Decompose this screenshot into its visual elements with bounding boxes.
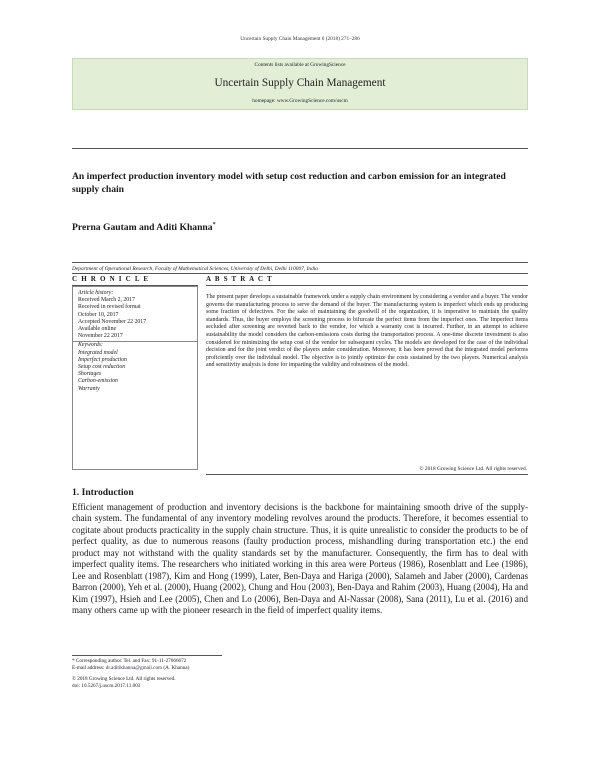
affiliation-rule-top — [72, 262, 528, 263]
keyword-item: Setup cost reduction — [78, 364, 126, 371]
history-item: Received March 2, 2017 — [78, 297, 135, 304]
author-line — [72, 222, 216, 233]
keyword-item: Imperfect production — [78, 356, 127, 363]
history-item: Received in revised format — [78, 304, 141, 311]
affiliation-rule-bottom — [72, 273, 528, 274]
chronicle-heading: C H R O N I C L E — [72, 275, 150, 283]
journal-title: Uncertain Supply Chain Management — [214, 77, 386, 89]
footnote-rule — [72, 655, 222, 656]
email-note — [72, 665, 372, 672]
history-item: Available online — [78, 326, 117, 333]
abstract-bottom-rule — [206, 474, 528, 475]
email-link[interactable]: dr.aditikhanna@gmail.com — [105, 664, 163, 671]
affiliation: Department of Operational Research, Faculty of Mathematical Sciences, University of Delhi, Delhi 110007, India — [72, 266, 318, 272]
contents-line: Contents lists available at GrowingScience — [254, 62, 346, 68]
corresponding-author-note: * Corresponding author. Tel. and Fax: 91-11-27666672 — [72, 658, 187, 664]
keyword-item: Integrated model — [78, 349, 118, 356]
history-item: November 22 2017 — [78, 333, 123, 340]
history-item: Accepted November 22 2017 — [78, 318, 147, 325]
header-divider — [72, 148, 528, 149]
keywords-label: Keywords: — [78, 342, 103, 349]
keyword-item: Warranty — [78, 385, 100, 392]
abstract-heading: A B S T R A C T — [206, 275, 273, 283]
article-info-box — [72, 286, 198, 470]
journal-banner — [72, 58, 528, 110]
history-item: October 10, 2017 — [78, 311, 119, 318]
keyword-item: Shortages — [78, 371, 102, 378]
introduction-heading: 1. Introduction — [72, 487, 134, 498]
paper-title: An imperfect production inventory model with setup cost reduction and carbon emission for an integrated supply chain — [72, 171, 506, 195]
footer-copyright: © 2018 Growing Science Ltd. All rights reserved. — [72, 676, 176, 683]
journal-homepage[interactable]: homepage: www.GrowingScience.com/uscm — [252, 98, 348, 104]
author-names: Prerna Gautam and Aditi Khanna — [72, 222, 213, 234]
email-label: E-mail address: — [72, 664, 106, 671]
abstract-text: The present paper develops a sustainable framework under a supply chain environment by considering a vendor and a buyer. The vendor governs the manufacturing process to serve the demand of the buyer. The manufacturing system is imperfect which ends up producing some fraction of defectives. For the sake of maintaining the goodwill of the organization, it is imperative to maintain the quality standards. Thus, the buyer employs the screening process to bifurcate the perfect items from the imperfect ones. The imperfect items secluded after screening are reverted back to the vendor, for which a warranty cost is incurred. Further, in an attempt to achieve sustainability the model considers the carbon-emissions costs during the transportation process. A one-time discrete investment is also considered for minimizing the setup cost of the vendor for subsequent cycles. The models are developed for the case of the individual decision and for the joint verdict of the players under consideration. Moreover, it has been proved that the integrated model performs proficiently over the individual model. The objective is to jointly optimize the costs sustained by the two players. Numerical analysis and sensitivity analysis is done for imparting the validity and robustness of the model. — [206, 294, 528, 369]
doi[interactable]: doi: 10.5267/j.uscm.2017.11.003 — [72, 683, 141, 690]
footnotes — [72, 658, 372, 690]
history-label: Article history: — [78, 290, 114, 296]
introduction-text: Efficient management of production and inventory decisions is the backbone for maintaining smooth drive of the supply-chain system. The fundamental of any inventory modeling revolves around the products. Therefore, it becomes essential to cogitate about products practicality in the supply chain structure. Thus, it is quite unrealistic to consider the products to be of perfect quality, as due to numerous reasons (faulty production process, mishandling during transportation etc.) the end product may not withstand with the quality standards set by the manufacturer. Consequently, the firm has to deal with imperfect quality items. The researchers who initiated working in this area were Porteus (1986), Rosenblatt and Lee (1986), Lee and Rosenblatt (1987), Kim and Hong (1999), Later, Ben-Daya and Hariga (2000), Salameh and Jaber (2000), Cardenas Barron (2000), Yeh et al. (2000), Huang (2002), Chung and Hou (2003), Ben-Daya and Rahim (2003), Huang (2004), Ha and Kim (1997), Hsieh and Lee (2005), Chen and Lo (2006), Ben-Daya and Al-Nassar (2008), Sana (2011), Lu et al. (2016) and many others came up with the pioneer research in the field of imperfect quality items. — [72, 502, 528, 616]
journal-citation: Uncertain Supply Chain Management 6 (2018) 271–286 — [240, 36, 360, 42]
abstract-rule — [206, 285, 528, 286]
email-suffix: (A. Khanna) — [162, 664, 190, 671]
abstract-copyright: © 2018 Growing Science Ltd. All rights reserved. — [419, 466, 527, 472]
corresponding-mark: * — [212, 222, 216, 228]
keyword-item: Carbon-emission — [78, 378, 118, 385]
